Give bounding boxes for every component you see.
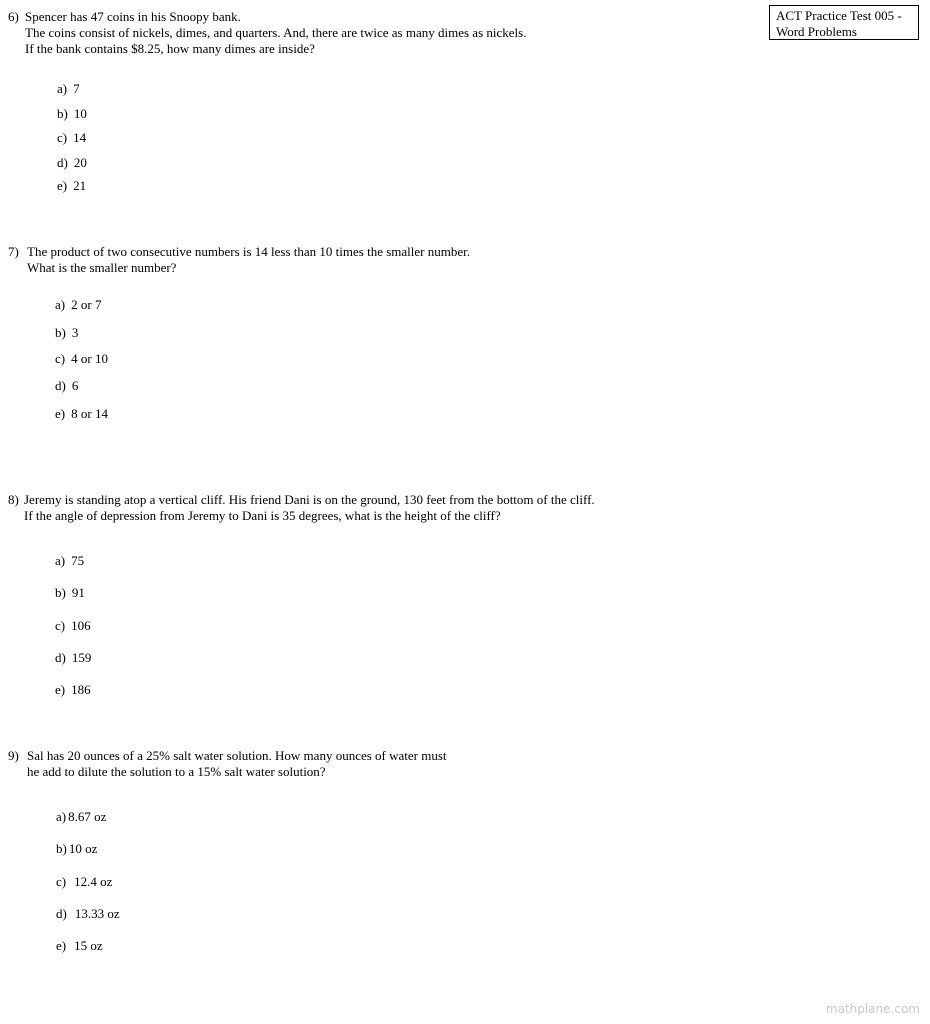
- worksheet-title: ACT Practice Test 005 -: [776, 8, 902, 23]
- choice-value: 106: [71, 618, 91, 633]
- question-8-number: 8): [8, 492, 19, 507]
- choice-value: 6: [71, 378, 79, 393]
- choice-value: 21: [73, 178, 87, 193]
- watermark: mathplane.com: [825, 1002, 920, 1016]
- choice-value: 8.67 oz: [68, 809, 107, 824]
- question-9-choice-e[interactable]: [56, 937, 103, 954]
- choice-value: 3: [71, 325, 79, 340]
- question-7-line-1: The product of two consecutive numbers is 14 less than 10 times the smaller number.: [27, 244, 470, 259]
- choice-value: 91: [71, 585, 85, 600]
- choice-letter: a): [55, 297, 66, 312]
- choice-value: 15 oz: [74, 938, 103, 953]
- question-9-choice-d[interactable]: [56, 905, 120, 922]
- question-9-line-1: Sal has 20 ounces of a 25% salt water solution. How many ounces of water must: [27, 748, 447, 763]
- choice-value: 7: [73, 81, 80, 96]
- question-8-choice-b[interactable]: [55, 584, 85, 601]
- question-6-choice-e[interactable]: [57, 177, 86, 194]
- question-9-choice-b[interactable]: [56, 840, 97, 857]
- question-7-choice-e[interactable]: [55, 405, 108, 422]
- question-6-number: 6): [8, 9, 19, 24]
- choice-letter: c): [55, 618, 66, 633]
- choice-value: 10 oz: [68, 841, 98, 856]
- choice-value: 75: [71, 553, 85, 568]
- question-7-choice-c[interactable]: [55, 350, 108, 367]
- choice-letter: b): [57, 106, 68, 121]
- choice-letter: c): [55, 351, 66, 366]
- question-8-choice-a[interactable]: [55, 552, 84, 569]
- question-9-choice-c[interactable]: [56, 873, 112, 890]
- question-8-choice-e[interactable]: [55, 681, 91, 698]
- choice-letter: e): [55, 682, 66, 697]
- question-6-choice-c[interactable]: [57, 129, 86, 146]
- choice-letter: e): [57, 178, 68, 193]
- question-9-line-2: he add to dilute the solution to a 15% salt water solution?: [27, 764, 326, 779]
- question-8-line-2: If the angle of depression from Jeremy to Dani is 35 degrees, what is the height of the cliff?: [24, 508, 501, 523]
- question-9-choice-a[interactable]: [56, 808, 106, 825]
- worksheet-title-box: [769, 5, 919, 40]
- question-7-choice-d[interactable]: [55, 377, 78, 394]
- choice-letter: d): [57, 155, 68, 170]
- choice-value: 20: [73, 155, 87, 170]
- choice-letter: a): [55, 553, 66, 568]
- choice-value: 186: [71, 682, 91, 697]
- question-8-line-1: Jeremy is standing atop a vertical cliff. His friend Dani is on the ground, 130 feet from the bottom of the cliff.: [24, 492, 595, 507]
- choice-value: 2 or 7: [71, 297, 102, 312]
- choice-value: 12.4 oz: [74, 874, 113, 889]
- choice-letter: b): [55, 585, 66, 600]
- question-6-line-3: If the bank contains $8.25, how many dimes are inside?: [25, 41, 315, 56]
- question-6-choice-a[interactable]: [57, 80, 80, 97]
- question-7-choice-a[interactable]: [55, 296, 101, 313]
- question-8-choice-d[interactable]: [55, 649, 91, 666]
- question-9-number: 9): [8, 748, 19, 763]
- question-6-line-1: Spencer has 47 coins in his Snoopy bank.: [25, 9, 241, 24]
- choice-letter: e): [55, 406, 66, 421]
- question-6-choice-b[interactable]: [57, 105, 87, 122]
- choice-letter: d): [56, 906, 67, 921]
- question-6-choice-d[interactable]: [57, 154, 87, 171]
- choice-value: 8 or 14: [71, 406, 108, 421]
- choice-letter: b): [55, 325, 66, 340]
- choice-letter: d): [55, 650, 66, 665]
- choice-letter: c): [57, 130, 68, 145]
- question-7-line-2: What is the smaller number?: [27, 260, 177, 275]
- choice-value: 159: [71, 650, 92, 665]
- choice-letter: e): [56, 938, 67, 953]
- question-6-line-2: The coins consist of nickels, dimes, and quarters. And, there are twice as many dimes as nickels.: [25, 25, 527, 40]
- choice-value: 14: [73, 130, 87, 145]
- choice-value: 13.33 oz: [74, 906, 120, 921]
- question-8-choice-c[interactable]: [55, 617, 91, 634]
- choice-letter: c): [56, 874, 67, 889]
- choice-letter: a): [56, 809, 67, 824]
- choice-letter: d): [55, 378, 66, 393]
- question-7-number: 7): [8, 244, 19, 259]
- choice-letter: a): [57, 81, 68, 96]
- choice-value: 10: [73, 106, 87, 121]
- worksheet-subtitle: Word Problems: [776, 24, 857, 39]
- question-7-choice-b[interactable]: [55, 324, 78, 341]
- choice-value: 4 or 10: [71, 351, 108, 366]
- choice-letter: b): [56, 841, 67, 856]
